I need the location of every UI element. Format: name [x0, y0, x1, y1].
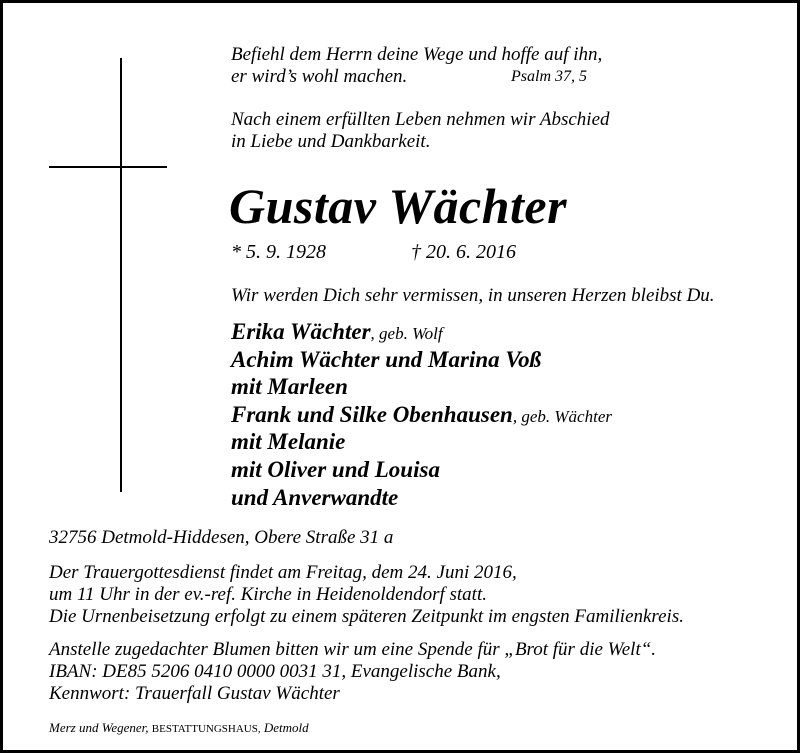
farewell-message: Wir werden Dich sehr vermissen, in unseren Herzen bleibst Du.: [231, 285, 715, 306]
mourner-2: Achim Wächter und Marina Voß: [231, 347, 542, 372]
service-line-3: Die Urnenbeisetzung erfolgt zu einem späteren Zeitpunkt im engsten Familienkreis.: [49, 606, 684, 627]
deceased-name: Gustav Wächter: [229, 178, 568, 234]
mourner-4: Frank und Silke Obenhausen, geb. Wächter: [231, 402, 612, 427]
mourner-6: mit Oliver und Louisa: [231, 457, 440, 482]
donation-line-2: IBAN: DE85 5206 0410 0000 0031 31, Evangelische Bank,: [49, 661, 501, 682]
undertaker-credit: Merz und Wegener, BESTATTUNGSHAUS, Detmold: [49, 720, 309, 735]
farewell-line-2: in Liebe und Dankbarkeit.: [231, 131, 431, 152]
donation-line-1: Anstelle zugedachter Blumen bitten wir um eine Spende für „Brot für die Welt“.: [49, 639, 657, 660]
death-date: † 20. 6. 2016: [411, 241, 516, 263]
verse-line-1: Befiehl dem Herrn deine Wege und hoffe auf ihn,: [231, 44, 603, 65]
address: 32756 Detmold-Hiddesen, Obere Straße 31 a: [49, 527, 394, 548]
mourner-7: und Anverwandte: [231, 485, 399, 510]
birth-date: * 5. 9. 1928: [231, 241, 326, 263]
service-line-2: um 11 Uhr in der ev.-ref. Kirche in Heidenoldendorf statt.: [49, 584, 487, 605]
verse-reference: Psalm 37, 5: [511, 68, 587, 85]
cross-horizontal-bar: [49, 166, 167, 168]
mourner-1: Erika Wächter, geb. Wolf: [231, 319, 443, 344]
farewell-line-1: Nach einem erfüllten Leben nehmen wir Abschied: [231, 109, 610, 130]
donation-line-3: Kennwort: Trauerfall Gustav Wächter: [49, 683, 340, 704]
mourner-3: mit Marleen: [231, 374, 348, 399]
service-line-1: Der Trauergottesdienst findet am Freitag, dem 24. Juni 2016,: [49, 562, 517, 583]
cross-vertical-bar: [120, 58, 122, 492]
mourner-5: mit Melanie: [231, 429, 346, 454]
verse-line-2: er wird’s wohl machen.: [231, 66, 408, 87]
